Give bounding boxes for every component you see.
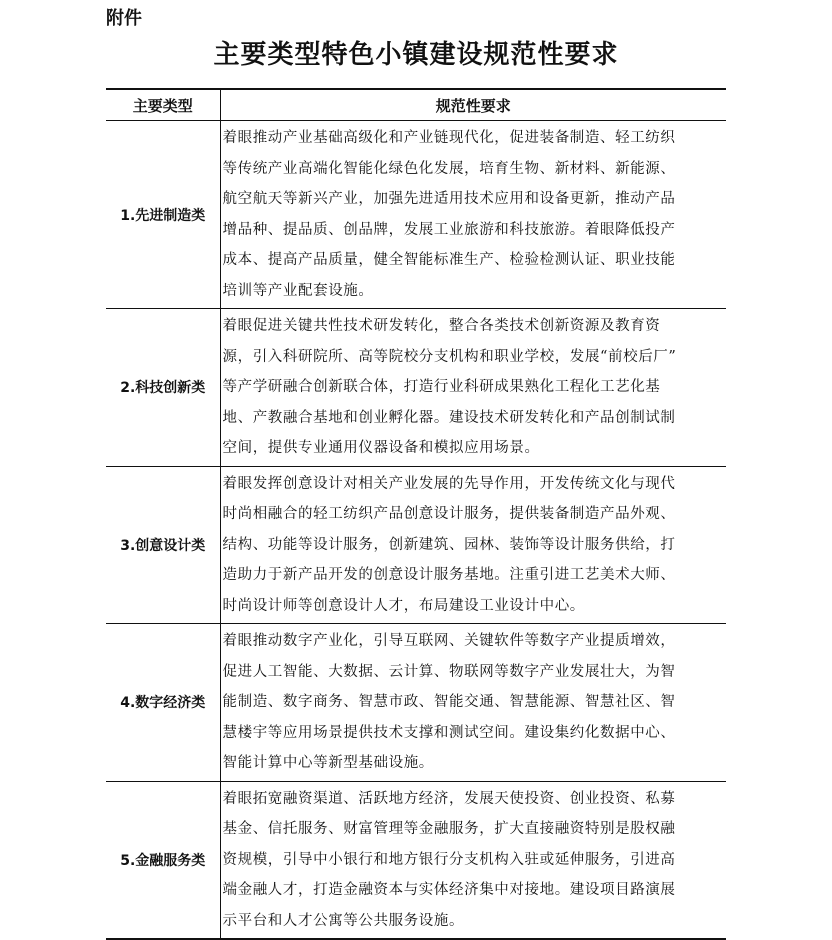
text-line: 慧楼宇等应用场景提供技术支撑和测试空间。建设集约化数据中心、 — [222, 724, 676, 741]
text-line: 源，引入科研院所、高等院校分支机构和职业学校，发展“前校后厂” — [222, 348, 677, 365]
text-line: 端金融人才，打造金融资本与实体经济集中对接地。建设项目路演展 — [222, 882, 676, 898]
column-header-type: 主要类型 — [106, 89, 220, 121]
text-line: 培训等产业配套设施。 — [222, 282, 374, 299]
table-row — [106, 781, 726, 939]
text-line: 着眼推动数字产业化，引导互联网、关键软件等数字产业提质增效， — [222, 633, 676, 649]
row-type-label: 3.创意设计类 — [106, 466, 220, 624]
text-line: 能制造、数字商务、智慧市政、智能交通、智慧能源、智慧社区、智 — [222, 694, 676, 710]
table-row — [106, 309, 726, 467]
text-line: 促进人工智能、大数据、云计算、物联网等数字产业发展壮大，为智 — [222, 663, 676, 680]
document-title: 主要类型特色小镇建设规范性要求 — [213, 40, 619, 70]
table-row — [106, 624, 726, 782]
row-type-label: 4.数字经济类 — [106, 624, 220, 782]
attachment-label: 附件 — [106, 8, 142, 29]
text-line: 资规模，引导中小银行和地方银行分支机构入驻或延伸服务，引进高 — [222, 851, 676, 868]
text-line: 成本、提高产品质量，健全智能标准生产、检验检测认证、职业技能 — [222, 252, 676, 268]
text-line: 基金、信托服务、财富管理等金融服务，扩大直接融资特别是股权融 — [222, 821, 676, 837]
row-type-label: 2.科技创新类 — [106, 309, 220, 467]
text-line: 增品种、提品质、创品牌，发展工业旅游和科技旅游。着眼降低投产 — [222, 221, 676, 238]
row-requirements — [220, 781, 726, 939]
text-line: 着眼拓宽融资渠道、活跃地方经济，发展天使投资、创业投资、私募 — [222, 790, 676, 807]
table-row — [106, 466, 726, 624]
row-requirements — [220, 466, 726, 624]
row-type-label: 1.先进制造类 — [106, 121, 220, 309]
row-type-label: 5.金融服务类 — [106, 781, 220, 939]
text-line: 结构、功能等设计服务，创新建筑、园林、装饰等设计服务供给，打 — [222, 536, 676, 553]
row-requirements — [220, 624, 726, 782]
text-line: 着眼促进关键共性技术研发转化，整合各类技术创新资源及教育资 — [222, 318, 661, 334]
requirements-table — [106, 88, 726, 940]
text-line: 空间，提供专业通用仪器设备和模拟应用场景。 — [222, 440, 540, 456]
text-line: 时尚设计师等创意设计人才，布局建设工业设计中心。 — [222, 597, 585, 614]
text-line: 等传统产业高端化智能化绿色化发展，培育生物、新材料、新能源、 — [222, 160, 676, 177]
text-line: 智能计算中心等新型基础设施。 — [222, 755, 434, 771]
text-line: 等产学研融合创新联合体，打造行业科研成果熟化工程化工艺化基 — [222, 379, 661, 395]
row-requirements — [220, 121, 726, 309]
text-line: 地、产教融合基地和创业孵化器。建设技术研发转化和产品创制试制 — [222, 409, 676, 426]
table-row — [106, 121, 726, 309]
column-header-requirements: 规范性要求 — [220, 89, 726, 121]
text-line: 时尚相融合的轻工纺织产品创意设计服务，提供装备制造产品外观、 — [222, 506, 676, 522]
row-requirements — [220, 309, 726, 467]
text-line: 示平台和人才公寓等公共服务设施。 — [222, 912, 465, 929]
text-line: 着眼发挥创意设计对相关产业发展的先导作用，开发传统文化与现代 — [222, 475, 676, 492]
text-line: 航空航天等新兴产业，加强先进适用技术应用和设备更新，推动产品 — [222, 191, 676, 207]
text-line: 着眼推动产业基础高级化和产业链现代化，促进装备制造、轻工纺织 — [222, 130, 676, 146]
table-header-row — [106, 89, 726, 121]
text-line: 造助力于新产品开发的创意设计服务基地。注重引进工艺美术大师、 — [222, 567, 676, 583]
